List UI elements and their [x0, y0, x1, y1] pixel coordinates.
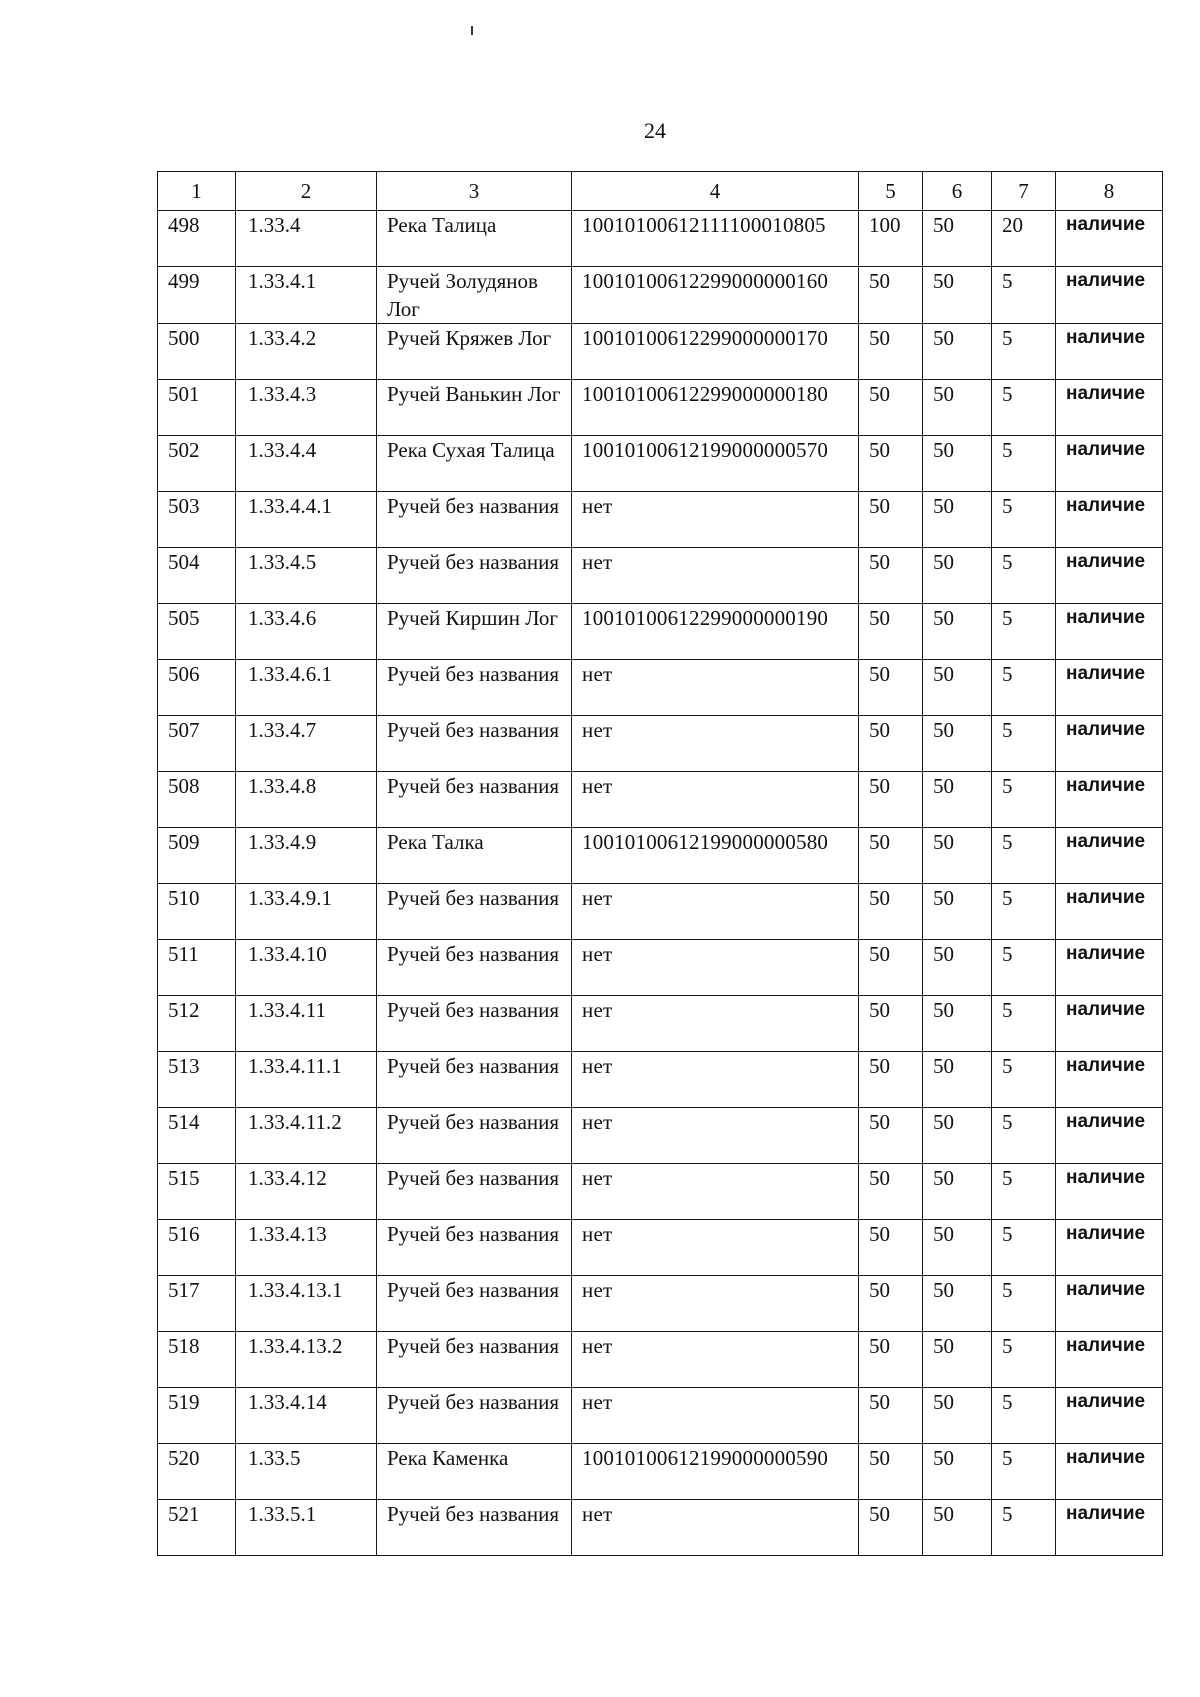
value-7-cell: 5	[992, 1332, 1056, 1388]
value-7-cell: 5	[992, 1444, 1056, 1500]
registry-code-cell: нет	[572, 548, 859, 604]
table-row	[158, 548, 1163, 604]
value-5-cell: 50	[859, 324, 923, 380]
name-cell: Ручей без названия	[377, 884, 572, 940]
code-cell: 1.33.4.13.1	[236, 1276, 377, 1332]
table-row	[158, 1164, 1163, 1220]
row-number-cell: 516	[158, 1220, 236, 1276]
value-5-cell: 50	[859, 996, 923, 1052]
status-cell: наличие	[1056, 267, 1163, 324]
value-5-cell: 50	[859, 940, 923, 996]
registry-code-cell: нет	[572, 940, 859, 996]
status-cell: наличие	[1056, 492, 1163, 548]
status-cell: наличие	[1056, 604, 1163, 660]
value-5-cell: 100	[859, 211, 923, 267]
value-5-cell: 50	[859, 1164, 923, 1220]
value-6-cell: 50	[923, 996, 992, 1052]
name-cell: Река Сухая Талица	[377, 436, 572, 492]
column-header: 4	[572, 172, 859, 211]
table-row	[158, 267, 1163, 324]
row-number-cell: 508	[158, 772, 236, 828]
table-row	[158, 1276, 1163, 1332]
table-row	[158, 1500, 1163, 1556]
registry-code-cell: нет	[572, 1052, 859, 1108]
value-5-cell: 50	[859, 1052, 923, 1108]
row-number-cell: 505	[158, 604, 236, 660]
row-number-cell: 510	[158, 884, 236, 940]
value-6-cell: 50	[923, 324, 992, 380]
table-row	[158, 436, 1163, 492]
value-6-cell: 50	[923, 1444, 992, 1500]
code-cell: 1.33.5	[236, 1444, 377, 1500]
registry-code-cell: нет	[572, 1220, 859, 1276]
name-cell: Ручей без названия	[377, 1108, 572, 1164]
row-number-cell: 498	[158, 211, 236, 267]
table-row	[158, 604, 1163, 660]
value-6-cell: 50	[923, 1164, 992, 1220]
registry-code-cell: 10010100612299000000170	[572, 324, 859, 380]
value-7-cell: 5	[992, 324, 1056, 380]
registry-code-cell: нет	[572, 1164, 859, 1220]
status-cell: наличие	[1056, 548, 1163, 604]
value-6-cell: 50	[923, 604, 992, 660]
row-number-cell: 512	[158, 996, 236, 1052]
value-6-cell: 50	[923, 1108, 992, 1164]
value-5-cell: 50	[859, 1276, 923, 1332]
row-number-cell: 509	[158, 828, 236, 884]
status-cell: наличие	[1056, 380, 1163, 436]
code-cell: 1.33.4.4	[236, 436, 377, 492]
code-cell: 1.33.4.9	[236, 828, 377, 884]
registry-code-cell: нет	[572, 1276, 859, 1332]
table-row	[158, 1220, 1163, 1276]
value-6-cell: 50	[923, 1332, 992, 1388]
row-number-cell: 504	[158, 548, 236, 604]
table-header-row	[158, 172, 1163, 211]
status-cell: наличие	[1056, 660, 1163, 716]
row-number-cell: 513	[158, 1052, 236, 1108]
table-row	[158, 324, 1163, 380]
registry-code-cell: нет	[572, 884, 859, 940]
value-5-cell: 50	[859, 548, 923, 604]
status-cell: наличие	[1056, 1220, 1163, 1276]
value-5-cell: 50	[859, 1332, 923, 1388]
table-row	[158, 996, 1163, 1052]
name-cell: Река Талка	[377, 828, 572, 884]
name-cell: Река Каменка	[377, 1444, 572, 1500]
value-7-cell: 5	[992, 1220, 1056, 1276]
value-6-cell: 50	[923, 267, 992, 324]
value-7-cell: 5	[992, 716, 1056, 772]
status-cell: наличие	[1056, 1500, 1163, 1556]
row-number-cell: 519	[158, 1388, 236, 1444]
value-7-cell: 5	[992, 492, 1056, 548]
table-row	[158, 660, 1163, 716]
table-row	[158, 211, 1163, 267]
table-row	[158, 828, 1163, 884]
value-6-cell: 50	[923, 716, 992, 772]
code-cell: 1.33.4.9.1	[236, 884, 377, 940]
row-number-cell: 500	[158, 324, 236, 380]
value-7-cell: 20	[992, 211, 1056, 267]
row-number-cell: 521	[158, 1500, 236, 1556]
value-5-cell: 50	[859, 380, 923, 436]
column-header: 8	[1056, 172, 1163, 211]
status-cell: наличие	[1056, 1052, 1163, 1108]
code-cell: 1.33.4.14	[236, 1388, 377, 1444]
status-cell: наличие	[1056, 940, 1163, 996]
registry-code-cell: 10010100612299000000160	[572, 267, 859, 324]
value-6-cell: 50	[923, 436, 992, 492]
value-7-cell: 5	[992, 1388, 1056, 1444]
name-cell: Ручей без названия	[377, 1276, 572, 1332]
registry-code-cell: 10010100612299000000190	[572, 604, 859, 660]
code-cell: 1.33.5.1	[236, 1500, 377, 1556]
value-6-cell: 50	[923, 940, 992, 996]
code-cell: 1.33.4.4.1	[236, 492, 377, 548]
table-row	[158, 772, 1163, 828]
value-7-cell: 5	[992, 1052, 1056, 1108]
row-number-cell: 501	[158, 380, 236, 436]
code-cell: 1.33.4.11.2	[236, 1108, 377, 1164]
code-cell: 1.33.4.2	[236, 324, 377, 380]
registry-code-cell: 10010100612199000000580	[572, 828, 859, 884]
code-cell: 1.33.4	[236, 211, 377, 267]
value-7-cell: 5	[992, 1108, 1056, 1164]
row-number-cell: 515	[158, 1164, 236, 1220]
scan-tick-mark	[471, 26, 473, 35]
code-cell: 1.33.4.6.1	[236, 660, 377, 716]
value-6-cell: 50	[923, 380, 992, 436]
table-row	[158, 1444, 1163, 1500]
table-row	[158, 380, 1163, 436]
code-cell: 1.33.4.3	[236, 380, 377, 436]
name-cell: Река Талица	[377, 211, 572, 267]
table-row	[158, 1108, 1163, 1164]
value-5-cell: 50	[859, 1444, 923, 1500]
value-6-cell: 50	[923, 492, 992, 548]
code-cell: 1.33.4.12	[236, 1164, 377, 1220]
code-cell: 1.33.4.5	[236, 548, 377, 604]
name-cell: Ручей без названия	[377, 660, 572, 716]
row-number-cell: 518	[158, 1332, 236, 1388]
value-5-cell: 50	[859, 604, 923, 660]
value-6-cell: 50	[923, 211, 992, 267]
name-cell: Ручей без названия	[377, 1220, 572, 1276]
table-row	[158, 1052, 1163, 1108]
registry-code-cell: нет	[572, 716, 859, 772]
value-7-cell: 5	[992, 772, 1056, 828]
value-5-cell: 50	[859, 716, 923, 772]
registry-code-cell: 10010100612199000000570	[572, 436, 859, 492]
table-row	[158, 492, 1163, 548]
name-cell: Ручей без названия	[377, 1500, 572, 1556]
column-header: 2	[236, 172, 377, 211]
status-cell: наличие	[1056, 436, 1163, 492]
row-number-cell: 520	[158, 1444, 236, 1500]
column-header: 6	[923, 172, 992, 211]
column-header: 3	[377, 172, 572, 211]
name-cell: Ручей без названия	[377, 1332, 572, 1388]
registry-code-cell: нет	[572, 1332, 859, 1388]
page-number: 24	[644, 118, 666, 143]
name-cell: Ручей без названия	[377, 716, 572, 772]
table-row	[158, 716, 1163, 772]
row-number-cell: 514	[158, 1108, 236, 1164]
value-6-cell: 50	[923, 1220, 992, 1276]
name-cell: Ручей без названия	[377, 1164, 572, 1220]
name-cell: Ручей без названия	[377, 772, 572, 828]
value-6-cell: 50	[923, 884, 992, 940]
code-cell: 1.33.4.7	[236, 716, 377, 772]
status-cell: наличие	[1056, 772, 1163, 828]
name-cell: Ручей без названия	[377, 996, 572, 1052]
name-cell: Ручей без названия	[377, 1388, 572, 1444]
column-header: 1	[158, 172, 236, 211]
registry-code-cell: нет	[572, 660, 859, 716]
column-header: 7	[992, 172, 1056, 211]
value-7-cell: 5	[992, 660, 1056, 716]
value-6-cell: 50	[923, 772, 992, 828]
value-6-cell: 50	[923, 1276, 992, 1332]
code-cell: 1.33.4.13	[236, 1220, 377, 1276]
value-5-cell: 50	[859, 1108, 923, 1164]
status-cell: наличие	[1056, 828, 1163, 884]
row-number-cell: 503	[158, 492, 236, 548]
status-cell: наличие	[1056, 1388, 1163, 1444]
status-cell: наличие	[1056, 884, 1163, 940]
registry-code-cell: нет	[572, 492, 859, 548]
status-cell: наличие	[1056, 1276, 1163, 1332]
code-cell: 1.33.4.1	[236, 267, 377, 324]
value-5-cell: 50	[859, 267, 923, 324]
value-7-cell: 5	[992, 940, 1056, 996]
registry-code-cell: нет	[572, 772, 859, 828]
row-number-cell: 517	[158, 1276, 236, 1332]
code-cell: 1.33.4.11.1	[236, 1052, 377, 1108]
code-cell: 1.33.4.6	[236, 604, 377, 660]
value-7-cell: 5	[992, 828, 1056, 884]
value-6-cell: 50	[923, 828, 992, 884]
registry-code-cell: нет	[572, 1500, 859, 1556]
value-7-cell: 5	[992, 436, 1056, 492]
name-cell: Ручей Киршин Лог	[377, 604, 572, 660]
name-cell: Ручей без названия	[377, 548, 572, 604]
value-5-cell: 50	[859, 1220, 923, 1276]
value-6-cell: 50	[923, 1500, 992, 1556]
registry-code-cell: 10010100612199000000590	[572, 1444, 859, 1500]
value-7-cell: 5	[992, 604, 1056, 660]
value-5-cell: 50	[859, 492, 923, 548]
table-row	[158, 884, 1163, 940]
registry-code-cell: 10010100612111100010805	[572, 211, 859, 267]
row-number-cell: 502	[158, 436, 236, 492]
name-cell: Ручей без названия	[377, 492, 572, 548]
value-5-cell: 50	[859, 1500, 923, 1556]
row-number-cell: 499	[158, 267, 236, 324]
table-row	[158, 1332, 1163, 1388]
value-6-cell: 50	[923, 660, 992, 716]
name-cell: Ручей Золудянов Лог	[377, 267, 572, 324]
value-7-cell: 5	[992, 267, 1056, 324]
name-cell: Ручей без названия	[377, 940, 572, 996]
status-cell: наличие	[1056, 1164, 1163, 1220]
status-cell: наличие	[1056, 716, 1163, 772]
table-row	[158, 940, 1163, 996]
value-7-cell: 5	[992, 1164, 1056, 1220]
value-5-cell: 50	[859, 1388, 923, 1444]
code-cell: 1.33.4.10	[236, 940, 377, 996]
column-header: 5	[859, 172, 923, 211]
registry-code-cell: нет	[572, 1388, 859, 1444]
value-7-cell: 5	[992, 884, 1056, 940]
status-cell: наличие	[1056, 324, 1163, 380]
value-7-cell: 5	[992, 548, 1056, 604]
value-6-cell: 50	[923, 548, 992, 604]
registry-code-cell: нет	[572, 1108, 859, 1164]
value-5-cell: 50	[859, 436, 923, 492]
name-cell: Ручей Кряжев Лог	[377, 324, 572, 380]
row-number-cell: 506	[158, 660, 236, 716]
value-7-cell: 5	[992, 1500, 1056, 1556]
status-cell: наличие	[1056, 996, 1163, 1052]
status-cell: наличие	[1056, 1332, 1163, 1388]
value-5-cell: 50	[859, 828, 923, 884]
value-7-cell: 5	[992, 380, 1056, 436]
value-5-cell: 50	[859, 772, 923, 828]
value-5-cell: 50	[859, 884, 923, 940]
code-cell: 1.33.4.13.2	[236, 1332, 377, 1388]
registry-code-cell: 10010100612299000000180	[572, 380, 859, 436]
name-cell: Ручей без названия	[377, 1052, 572, 1108]
row-number-cell: 511	[158, 940, 236, 996]
table-row	[158, 1388, 1163, 1444]
value-5-cell: 50	[859, 660, 923, 716]
status-cell: наличие	[1056, 211, 1163, 267]
value-6-cell: 50	[923, 1388, 992, 1444]
row-number-cell: 507	[158, 716, 236, 772]
water-bodies-table	[157, 171, 1163, 1556]
status-cell: наличие	[1056, 1108, 1163, 1164]
value-7-cell: 5	[992, 1276, 1056, 1332]
status-cell: наличие	[1056, 1444, 1163, 1500]
code-cell: 1.33.4.8	[236, 772, 377, 828]
value-7-cell: 5	[992, 996, 1056, 1052]
registry-code-cell: нет	[572, 996, 859, 1052]
name-cell: Ручей Ванькин Лог	[377, 380, 572, 436]
table-body	[158, 211, 1163, 1556]
value-6-cell: 50	[923, 1052, 992, 1108]
code-cell: 1.33.4.11	[236, 996, 377, 1052]
